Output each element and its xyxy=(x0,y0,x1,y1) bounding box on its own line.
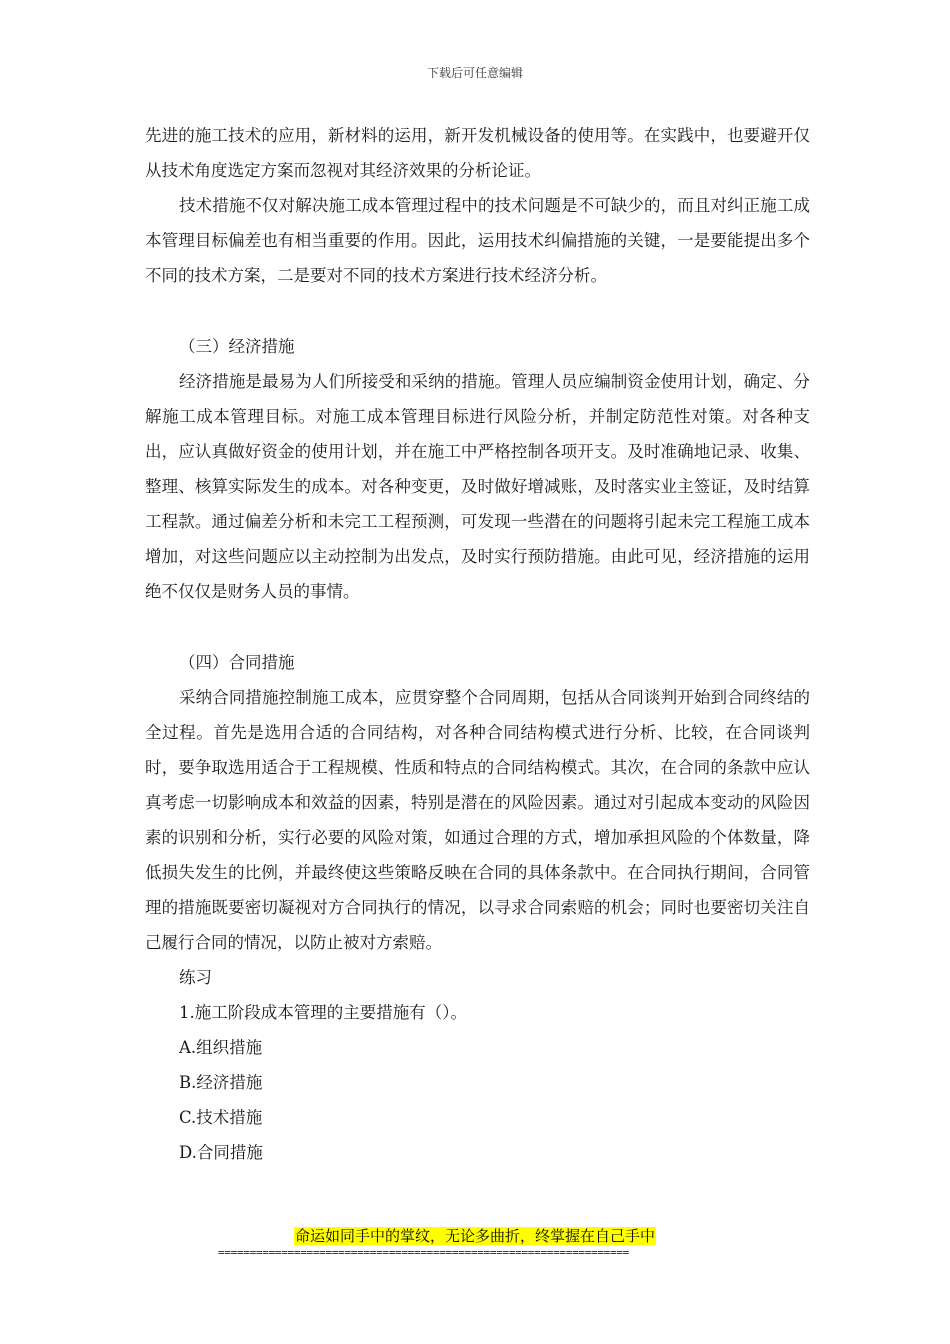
footer-divider: ================================================================= xyxy=(218,1246,629,1259)
section-heading-contract: （四）合同措施 xyxy=(179,653,295,672)
document-body xyxy=(145,118,810,1170)
footer-motto-text: 命运如同手中的掌纹，无论多曲折，终掌握在自己手中 xyxy=(294,1227,655,1245)
exercise-title: 练习 xyxy=(179,968,212,987)
header-note: 下载后可任意编辑 xyxy=(426,66,523,80)
paragraph-economic-measures: 经济措施是最易为人们所接受和采纳的措施。管理人员应编制资金使用计划，确定、分解施工成本管理目标。对施工成本管理目标进行风险分析，并制定防范性对策。对各种支出，应认真做好资金的使用计划，并在施工中严格控制各项开支。及时准确地记录、收集、整理、核算实际发生的成本。对各种变更，及时做好增减账，及时落实业主签证，及时结算工程款。通过偏差分析和未完工工程预测，可发现一些潜在的问题将引起未完工程施工成本增加，对这些问题应以主动控制为出发点，及时实行预防措施。由此可见，经济措施的运用绝不仅仅是财务人员的事情。 xyxy=(145,372,810,601)
exercise-option-a: A.组织措施 xyxy=(179,1038,263,1057)
exercise-option-d: D.合同措施 xyxy=(179,1143,263,1162)
exercise-question: 1.施工阶段成本管理的主要措施有（）。 xyxy=(179,1003,467,1022)
exercise-option-c: C.技术措施 xyxy=(179,1108,263,1127)
exercise-option-b: B.经济措施 xyxy=(179,1073,263,1092)
paragraph-technical-measures: 技术措施不仅对解决施工成本管理过程中的技术问题是不可缺少的，而且对纠正施工成本管理目标偏差也有相当重要的作用。因此，运用技术纠偏措施的关键，一是要能提出多个不同的技术方案，二是要对不同的技术方案进行技术经济分析。 xyxy=(145,196,810,285)
paragraph-intro: 先进的施工技术的应用，新材料的运用，新开发机械设备的使用等。在实践中，也要避开仅从技术角度选定方案而忽视对其经济效果的分析论证。 xyxy=(145,126,810,180)
footer-motto xyxy=(0,1226,950,1246)
paragraph-contract-measures: 采纳合同措施控制施工成本，应贯穿整个合同周期，包括从合同谈判开始到合同终结的全过程。首先是选用合适的合同结构，对各种合同结构模式进行分析、比较，在合同谈判时，要争取选用适合于工程规模、性质和特点的合同结构模式。其次，在合同的条款中应认真考虑一切影响成本和效益的因素，特别是潜在的风险因素。通过对引起成本变动的风险因素的识别和分析，实行必要的风险对策，如通过合理的方式，增加承担风险的个体数量，降低损失发生的比例，并最终使这些策略反映在合同的具体条款中。在合同执行期间，合同管理的措施既要密切凝视对方合同执行的情况，以寻求合同索赔的机会；同时也要密切关注自己履行合同的情况，以防止被对方索赔。 xyxy=(145,688,810,952)
section-heading-economic: （三）经济措施 xyxy=(179,337,295,356)
